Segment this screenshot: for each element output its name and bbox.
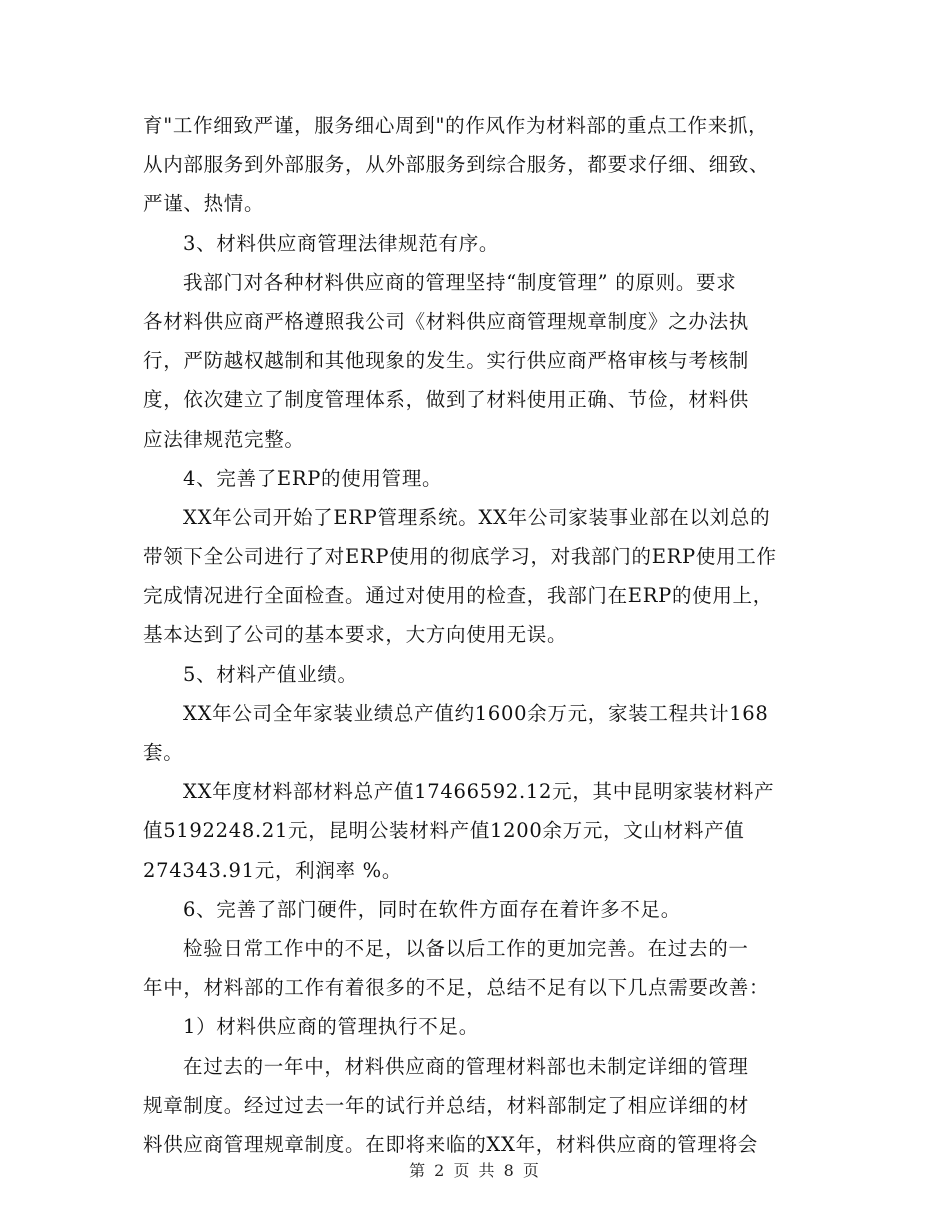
text-line: XX年公司全年家装业绩总产值约1600余万元，家装工程共计168 — [183, 701, 769, 725]
text-line: 我部门对各种材料供应商的管理坚持“制度管理” 的原则。要求 — [183, 270, 737, 294]
text-line: XX年度材料部材料总产值17466592.12元，其中昆明家装材料产 — [183, 780, 775, 804]
text-line: 育"工作细致严谨，服务细心周到"的作风作为材料部的重点工作来抓， — [143, 114, 769, 137]
document-body — [143, 106, 823, 1164]
text-line: 6、完善了部门硬件，同时在软件方面存在着许多不足。 — [183, 897, 681, 921]
page-footer: 第 2 页 共 8 页 — [409, 1161, 541, 1180]
text-line: 4、完善了ERP的使用管理。 — [183, 466, 443, 490]
text-line: 基本达到了公司的基本要求，大方向使用无误。 — [143, 623, 568, 647]
text-line: 行，严防越权越制和其他现象的发生。实行供应商严格审核与考核制 — [143, 349, 750, 373]
text-line: 274343.91元，利润率 %。 — [143, 858, 403, 882]
text-line: 应法律规范完整。 — [143, 427, 305, 451]
text-line: 1）材料供应商的管理执行不足。 — [183, 1015, 479, 1039]
text-line: 从内部服务到外部服务，从外部服务到综合服务，都要求仔细、细致、 — [143, 153, 770, 177]
text-line: 带领下全公司进行了对ERP使用的彻底学习，对我部门的ERP使用工作 — [143, 545, 777, 569]
text-line: 度，依次建立了制度管理体系，做到了材料使用正确、节俭，材料供 — [143, 388, 750, 412]
text-line: XX年公司开始了ERP管理系统。XX年公司家装事业部在以刘总的 — [183, 505, 771, 529]
text-line: 检验日常工作中的不足，以备以后工作的更加完善。在过去的一 — [183, 936, 749, 960]
text-line: 各材料供应商严格遵照我公司《材料供应商管理规章制度》之办法执 — [143, 309, 750, 333]
text-line: 年中，材料部的工作有着很多的不足，总结不足有以下几点需要改善： — [143, 976, 770, 1000]
text-line: 5、材料产值业绩。 — [183, 662, 358, 686]
text-line: 料供应商管理规章制度。在即将来临的XX年，材料供应商的管理将会 — [143, 1132, 758, 1156]
text-line: 在过去的一年中，材料供应商的管理材料部也未制定详细的管理 — [183, 1054, 749, 1078]
text-line: 3、材料供应商管理法律规范有序。 — [183, 231, 500, 255]
text-line: 规章制度。经过过去一年的试行并总结，材料部制定了相应详细的材 — [143, 1093, 750, 1117]
text-line: 严谨、热情。 — [143, 192, 265, 216]
text-line: 值5192248.21元，昆明公装材料产值1200余万元，文山材料产值 — [143, 819, 745, 843]
text-line: 套。 — [143, 741, 184, 764]
text-line: 完成情况进行全面检查。通过对使用的检查，我部门在ERP的使用上， — [143, 584, 773, 608]
